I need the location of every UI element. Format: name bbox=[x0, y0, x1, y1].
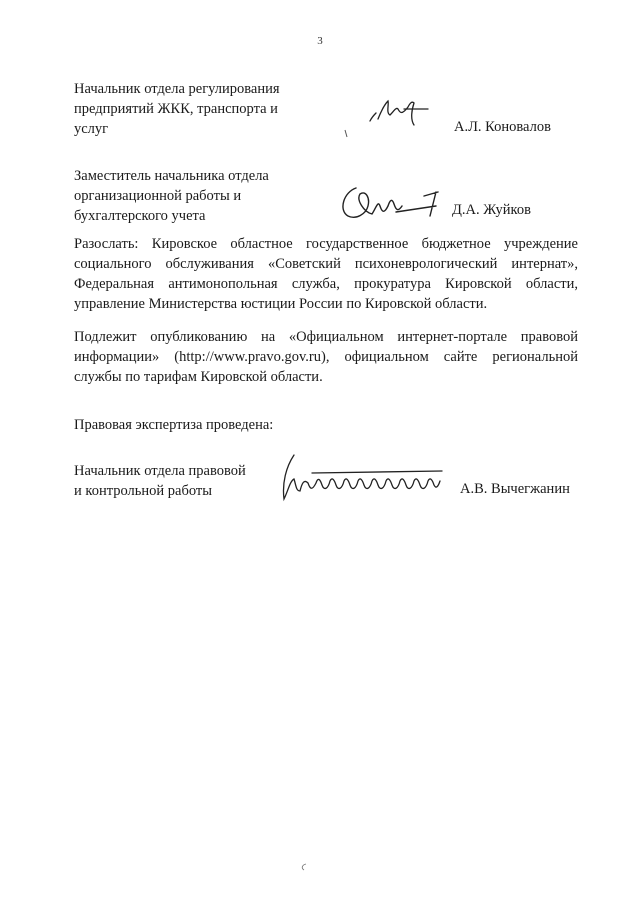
signatory-title-line: Начальник отдела правовой bbox=[74, 463, 246, 479]
signatory-block-2 bbox=[74, 166, 574, 226]
signatory-block-1 bbox=[74, 79, 574, 143]
signatory-title-line: предприятий ЖКК, транспорта и bbox=[74, 101, 278, 117]
signatory-title bbox=[74, 79, 280, 139]
signatory-title-line: бухгалтерского учета bbox=[74, 208, 206, 224]
page-number: 3 bbox=[317, 35, 323, 47]
handwritten-signature bbox=[338, 176, 456, 224]
stray-mark bbox=[343, 128, 351, 140]
stray-mark bbox=[299, 862, 309, 872]
handwritten-signature bbox=[364, 89, 444, 139]
signatory-title-line: Начальник отдела регулирования bbox=[74, 81, 280, 97]
signatory-title bbox=[74, 461, 246, 501]
signatory-name: Д.А. Жуйков bbox=[452, 202, 531, 218]
legal-review-heading: Правовая экспертиза проведена: bbox=[74, 417, 274, 433]
signatory-name: А.В. Вычегжанин bbox=[460, 481, 570, 497]
signatory-title-line: Заместитель начальника отдела bbox=[74, 168, 269, 184]
signatory-title bbox=[74, 166, 269, 226]
signatory-title-line: и контрольной работы bbox=[74, 483, 212, 499]
signatory-block-3 bbox=[74, 461, 574, 521]
publication-paragraph: Подлежит опубликованию на «Официальном интернет-портале правовой информации» (http://www.pravo.gov.ru), официальном сайте региональной службы по тарифам Кировской области. bbox=[74, 329, 578, 385]
handwritten-signature bbox=[272, 451, 448, 507]
signatory-title-line: организационной работы и bbox=[74, 188, 242, 204]
signatory-title-line: услуг bbox=[74, 121, 109, 137]
signatory-name: А.Л. Коновалов bbox=[454, 119, 551, 135]
distribution-paragraph: Разослать: Кировское областное государственное бюджетное учреждение социального обслуживания «Советский психоневрологический интернат», Федеральная антимонопольная служба, прокуратура Кировской области, управление Министерства юстиции России по Кировской области. bbox=[74, 236, 578, 312]
